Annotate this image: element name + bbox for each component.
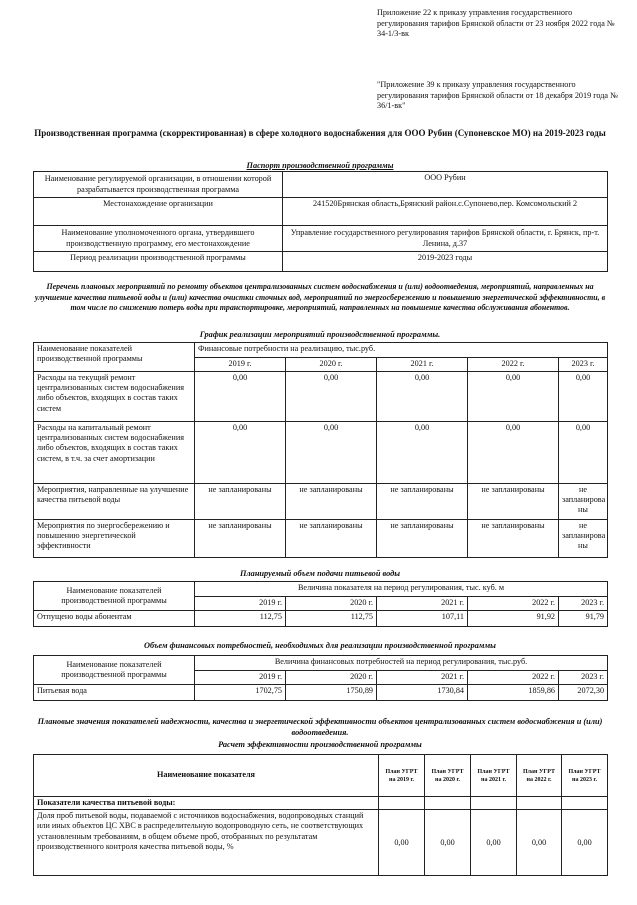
year-header: 2022 г. — [468, 597, 559, 611]
col-label: Наименование показателей производственной программы — [34, 343, 195, 372]
year-header: 2023 г. — [559, 358, 608, 372]
row-label: Мероприятия, направленные на улучшение качества питьевой воды — [34, 484, 195, 520]
cell-value: 0,00 — [195, 422, 286, 484]
table-row — [34, 810, 608, 876]
cell-value: не запланирова ны — [559, 484, 608, 520]
passport-label: Период реализации производственной программы — [34, 252, 283, 272]
finance-table — [33, 655, 608, 701]
year-header: 2023 г. — [559, 597, 608, 611]
section-label: Показатели качества питьевой воды: — [34, 797, 379, 810]
cell-value: 0,00 — [195, 372, 286, 422]
finance-heading: Объем финансовых потребностей, необходимых для реализации производственной программы — [144, 641, 496, 650]
cell-value: 0,00 — [468, 422, 559, 484]
year-header: 2019 г. — [195, 671, 286, 685]
col-group: Величина показателя на период регулирования, тыс. куб. м — [195, 582, 608, 597]
passport-value: ООО Рубин — [283, 172, 608, 198]
volume-heading: Планируемый объем подачи питьевой воды — [239, 569, 401, 578]
row-label: Расходы на капитальный ремонт централизованных систем водоснабжения либо объектов, входящих в состав таких систем, в т.ч. за счет амортизации — [34, 422, 195, 484]
efficiency-heading: Расчет эффективности производственной программы — [218, 740, 422, 749]
annex-note: Приложение 22 к приказу управления государственного регулирования тарифов Брянской области от 23 ноября 2022 года № 34-1/3-вк — [377, 8, 615, 38]
row-label: Расходы на текущий ремонт централизованных систем водоснабжения либо объектов, входящих в состав таких систем — [34, 372, 195, 422]
cell-value: 0,00 — [377, 372, 468, 422]
table-row — [34, 372, 608, 422]
table-row — [34, 611, 608, 627]
cell-value: 107,11 — [377, 611, 468, 627]
cell-value: не запланированы — [195, 484, 286, 520]
cell-value: 91,92 — [468, 611, 559, 627]
cell-value: 0,00 — [559, 372, 608, 422]
plan-header: План УГРТ на 2023 г. — [562, 755, 608, 797]
passport-label: Местонахождение организации — [34, 198, 283, 226]
col-group: Величина финансовых потребностей на период регулирования, тыс.руб. — [195, 656, 608, 671]
cell-value: 0,00 — [377, 422, 468, 484]
cell-value: 0,00 — [425, 810, 471, 876]
year-header: 2022 г. — [468, 358, 559, 372]
measures-table — [33, 342, 608, 558]
year-header: 2020 г. — [286, 671, 377, 685]
cell-value: 0,00 — [286, 372, 377, 422]
cell-value: не запланированы — [468, 520, 559, 558]
year-header: 2019 г. — [195, 597, 286, 611]
col-label: Наименование показателей производственной программы — [34, 582, 195, 611]
plan-header: План УГРТ на 2019 г. — [379, 755, 425, 797]
year-header: 2021 г. — [377, 358, 468, 372]
cell-value: 0,00 — [517, 810, 562, 876]
cell-value: 1702,75 — [195, 685, 286, 701]
cell-value: 112,75 — [195, 611, 286, 627]
cell-value: 0,00 — [379, 810, 425, 876]
table-row — [34, 484, 608, 520]
cell-value: не запланированы — [286, 520, 377, 558]
row-label: Мероприятия по энергосбережению и повышению энергетической эффективности — [34, 520, 195, 558]
passport-value: Управление государственного регулирования тарифов Брянской области, г. Брянск, пр-т. Ленина, д.37 — [283, 226, 608, 252]
table-row — [34, 520, 608, 558]
efficiency-table — [33, 754, 608, 876]
year-header: 2022 г. — [468, 671, 559, 685]
cell-value: 1750,89 — [286, 685, 377, 701]
passport-value: 241520Брянская область,Брянский район.с.Супонево,пер. Комсомольский 2 — [283, 198, 608, 226]
table-row — [34, 422, 608, 484]
plan-header: План УГРТ на 2021 г. — [471, 755, 517, 797]
row-label: Отпущено воды абонентам — [34, 611, 195, 627]
measures-intro: Перечень плановых мероприятий по ремонту объектов централизованных систем водоснабжения и (или) водоотведения, мероприятий, направленных на улучшение качества питьевой воды и (или) качества очистки сточных вод, мероприятий по энергосбережению и повышению энергетической эффективности, в том числе по снижению потерь воды при транспортировке, мероприятий, направленных на повышение качества обслуживания абонентов. — [34, 282, 606, 313]
cell-value: 1730,84 — [377, 685, 468, 701]
cell-value: 0,00 — [471, 810, 517, 876]
cell-value: 0,00 — [562, 810, 608, 876]
col-group: Финансовые потребности на реализацию, тыс.руб. — [195, 343, 608, 358]
year-header: 2023 г. — [559, 671, 608, 685]
passport-table — [33, 171, 608, 272]
cell-value: 0,00 — [559, 422, 608, 484]
table-row — [34, 685, 608, 701]
cell-value: 1859,86 — [468, 685, 559, 701]
document-title: Производственная программа (скорректированная) в сфере холодного водоснабжения для ООО Рубин (Супоневское МО) на 2019-2023 годы — [34, 128, 606, 138]
cell-value: не запланированы — [286, 484, 377, 520]
annex-note-original: "Приложение 39 к приказу управления государственного регулирования тарифов Брянской области от 18 декабря 2019 года № 36/1-вк" — [377, 80, 618, 110]
col-label: Наименование показателя — [34, 755, 379, 797]
cell-value: 2072,30 — [559, 685, 608, 701]
year-header: 2020 г. — [286, 597, 377, 611]
plan-header: План УГРТ на 2020 г. — [425, 755, 471, 797]
cell-value: 91,79 — [559, 611, 608, 627]
cell-value: не запланированы — [468, 484, 559, 520]
year-header: 2019 г. — [195, 358, 286, 372]
efficiency-intro: Плановые значения показателей надежности, качества и энергетической эффективности объектов централизованных систем водоснабжения и (или) водоотведения. — [37, 717, 603, 737]
cell-value: 0,00 — [468, 372, 559, 422]
passport-value: 2019-2023 годы — [283, 252, 608, 272]
volume-table — [33, 581, 608, 627]
row-label: Доля проб питьевой воды, подаваемой с источников водоснабжения, водопроводных станций или иных объектов ЦС ХВС в распределительную водопроводную сеть, не соответствующих установленным требованиям, в общем объеме проб, отобранных по результатам производственного контроля качества питьевой воды, % — [34, 810, 379, 876]
passport-label: Наименование регулируемой организации, в отношении которой разрабатывается производственная программа — [34, 172, 283, 198]
passport-heading: Паспорт производственной программы — [246, 161, 394, 170]
year-header: 2020 г. — [286, 358, 377, 372]
cell-value: не запланированы — [377, 484, 468, 520]
col-label: Наименование показателей производственной программы — [34, 656, 195, 685]
row-label: Питьевая вода — [34, 685, 195, 701]
cell-value: не запланированы — [377, 520, 468, 558]
cell-value: 112,75 — [286, 611, 377, 627]
cell-value: не запланирова ны — [559, 520, 608, 558]
cell-value: 0,00 — [286, 422, 377, 484]
year-header: 2021 г. — [377, 597, 468, 611]
plan-header: План УГРТ на 2022 г. — [517, 755, 562, 797]
measures-heading: График реализации мероприятий производственной программы. — [199, 330, 441, 339]
passport-label: Наименование уполномоченного органа, утвердившего производственную программу, его местонахождение — [34, 226, 283, 252]
cell-value: не запланированы — [195, 520, 286, 558]
year-header: 2021 г. — [377, 671, 468, 685]
